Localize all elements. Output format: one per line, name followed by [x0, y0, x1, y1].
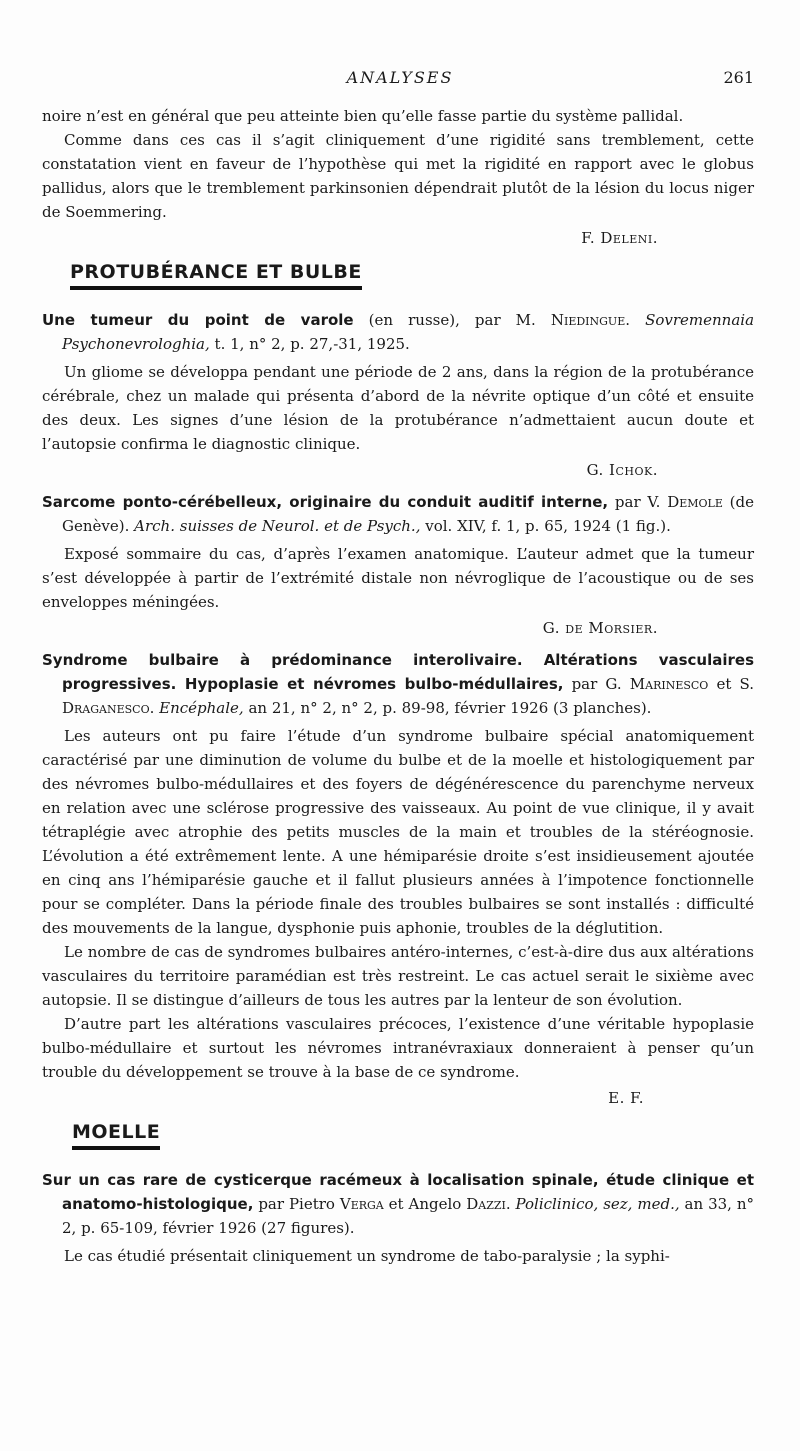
entry-body-syndrome-2: Le nombre de cas de syndromes bulbaires antéro-internes, c’est-à-dire dus aux altérations vasculaires du territoire paramédian est très restreint. Le cas actuel serait le sixième avec autopsie. Il se distingue d’ailleurs de tous les autres par la lenteur de son évolution. — [42, 943, 754, 1009]
entry-body-varole: Un gliome se développa pendant une période de 2 ans, dans la région de la protubérance cérébrale, chez un malade qui présenta d’abord de la névrite optique d’un côté et ensuite des deux. Les signes d’une lésion de la protubérance n’admettaient aucun doute et l’autopsie confirma le diagnostic clinique. — [42, 363, 754, 453]
entry-author: Demole — [667, 493, 723, 511]
entry-byline-mid: et Angelo — [383, 1195, 467, 1213]
entry-body-syndrome-3: D’autre part les altérations vasculaires précoces, l’existence d’une véritable hypoplasie bulbo-médullaire et surtout les névromes intranévraxiaux donneraient à penser qu’un trouble du développement se trouve à la base de ce syndrome. — [42, 1015, 754, 1081]
entry-author-1: Marinesco — [629, 675, 709, 693]
entry-header-syndrome — [42, 648, 754, 720]
entry-author-2: Draganesco. — [62, 699, 155, 717]
page-content — [42, 104, 754, 1268]
intro-paragraph-2: Comme dans ces cas il s’agit cliniquement d’une rigidité sans tremblement, cette constatation vient en faveur de l’hypothèse qui met la rigidité en rapport avec le globus pallidus, alors que le tremblement parkinsonien dépendrait plutôt de la lésion du locus niger de Soemmering. — [42, 131, 754, 221]
entry-header-varole — [42, 308, 754, 356]
entry-journal: Sovremennaia Psychonevrologhia, — [62, 311, 755, 353]
entry-reference: vol. XIV, f. 1, p. 65, 1924 (1 fig.). — [420, 517, 671, 535]
entry-journal: Policlinico, sez, med., — [510, 1195, 680, 1213]
entry-journal: Arch. suisses de Neurol. et de Psych., — [134, 517, 421, 535]
entry-author: Niedingue. — [550, 311, 631, 329]
entry-journal: Encéphale, — [154, 699, 244, 717]
entry-byline: par G. — [563, 675, 630, 693]
entry-reference: an 21, n° 2, n° 2, p. 89-98, février 1926 (3 planches). — [243, 699, 652, 717]
signature-ichok: G. Ichok. — [586, 461, 658, 479]
entry-byline: par V. — [608, 493, 668, 511]
entry-affiliation: (de Genève). — [62, 493, 754, 535]
signature-ef: E. F. — [608, 1089, 644, 1107]
entry-reference: t. 1, n° 2, p. 27,-31, 1925. — [209, 335, 410, 353]
entry-title: Sarcome ponto-cérébelleux, originaire du conduit auditif interne, — [42, 493, 609, 511]
entry-header-sarcome — [42, 490, 754, 538]
entry-title: Une tumeur du point de varole — [42, 311, 354, 329]
intro-paragraph-1: noire n’est en général que peu atteinte bien qu’elle fasse partie du système pallidal. — [42, 107, 684, 125]
signature-morsier: G. de Morsier. — [542, 619, 658, 637]
section-title-protuberance: PROTUBÉRANCE ET BULBE — [70, 260, 362, 290]
entry-title: Sur un cas rare de cysticerque racémeux à localisation spinale, étude clinique et anatomo-histologique, — [42, 1171, 754, 1213]
entry-header-cysticerque — [42, 1168, 754, 1240]
entry-byline: par Pietro — [253, 1195, 340, 1213]
running-header — [0, 68, 800, 90]
signature-deleni: F. Deleni. — [581, 229, 658, 247]
entry-body-cysticerque: Le cas étudié présentait cliniquement un syndrome de tabo-paralysie ; la syphi- — [64, 1247, 670, 1265]
entry-reference: an 33, n° 2, p. 65-109, février 1926 (27 figures). — [62, 1195, 754, 1237]
entry-byline: (en russe), par M. — [353, 311, 551, 329]
entry-title: Syndrome bulbaire à prédominance interolivaire. Altérations vasculaires progressives. Hypoplasie et névromes bulbo-médullaires, — [42, 651, 754, 693]
section-title-moelle: MOELLE — [72, 1120, 160, 1150]
entry-byline-mid: et S. — [708, 675, 754, 693]
entry-body-syndrome-1: Les auteurs ont pu faire l’étude d’un syndrome bulbaire spécial anatomiquement caractérisé par une diminution de volume du bulbe et de la moelle et histologiquement par des névromes bulbo-médullaires et des foyers de dégénérescence du parenchyme nerveux en relation avec une sclérose progressive des vaisseaux. Au point de vue clinique, il y avait tétraplégie avec atrophie des petits muscles de la main et troubles de la stéréognosie. L’évolution a été extrêmement lente. A une hémiparésie droite s’est insidieusement ajoutée en cinq ans l’hémiparésie gauche et il fallut plusieurs années à l’impotence fonctionnelle pour se compléter. Dans la période finale des troubles bulbaires se sont installés : difficulté des mouvements de la langue, dysphonie puis aphonie, troubles de la déglutition. — [42, 727, 754, 937]
entry-author-1: Verga — [339, 1195, 384, 1213]
entry-body-sarcome: Exposé sommaire du cas, d’après l’examen anatomique. L’auteur admet que la tumeur s’est développée à partir de l’extrémité distale non névroglique de l’acoustique ou de ses enveloppes méningées. — [42, 545, 754, 611]
entry-author-2: Dazzi. — [466, 1195, 511, 1213]
running-title: ANALYSES — [346, 68, 454, 87]
page-number: 261 — [723, 68, 754, 87]
